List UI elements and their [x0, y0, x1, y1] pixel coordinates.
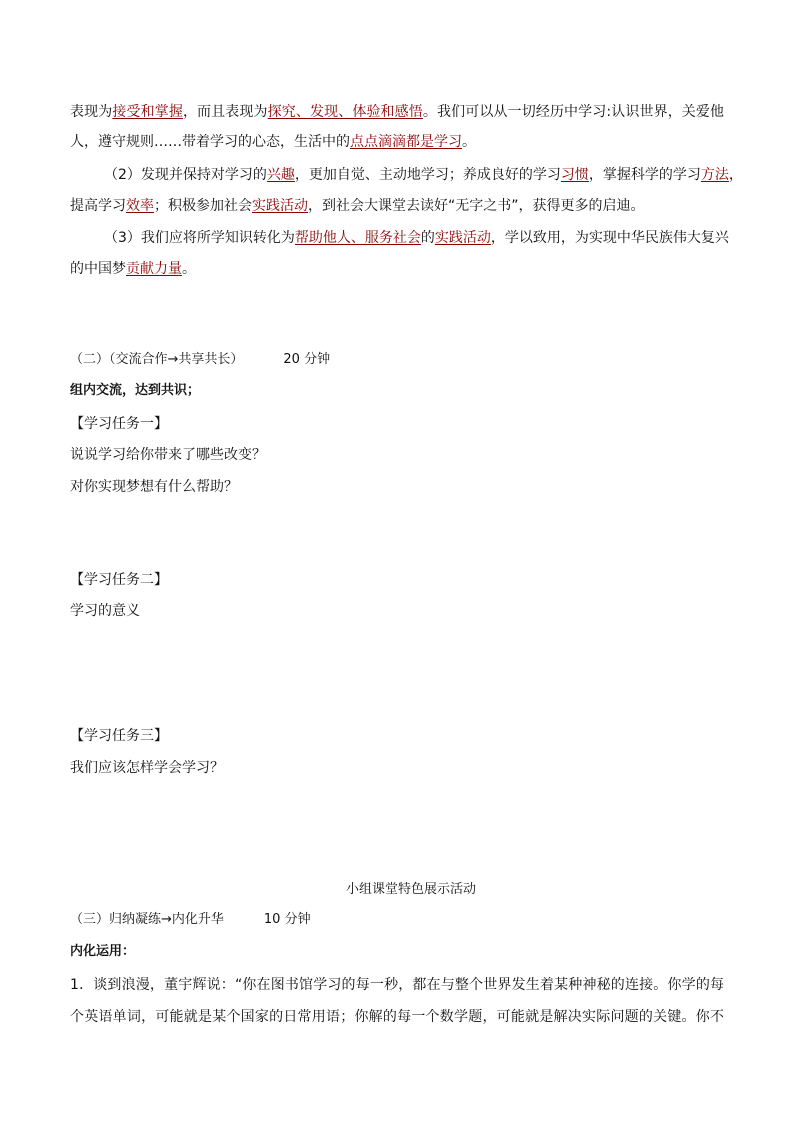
- task1-q1: 说说学习给你带来了哪些改变？: [70, 447, 266, 463]
- highlight-text: 接受和掌握: [112, 104, 183, 120]
- text: 。: [182, 261, 196, 277]
- highlight-text: 兴趣: [266, 167, 295, 183]
- task2-heading: 【学习任务二】: [70, 572, 168, 588]
- text: 的中国梦: [70, 261, 126, 277]
- para2-line2: [70, 196, 724, 216]
- para3-line2: [70, 259, 724, 279]
- highlight-text: 帮助他人、服务社会: [294, 230, 421, 246]
- para3-line1: [104, 228, 729, 248]
- task3-q1: 我们应该怎样学会学习？: [70, 760, 224, 776]
- section-2-heading: [70, 350, 724, 370]
- text: ，更加自觉、主动地学习；养成良好的学习: [294, 167, 561, 183]
- time-text: 10 分钟: [263, 912, 311, 927]
- text: 的: [420, 230, 435, 246]
- heading-text: （三）归纳凝练→内化升华: [70, 912, 224, 927]
- text: （2）发现并保持对学习的: [104, 167, 267, 183]
- text: ，: [728, 167, 743, 183]
- highlight-text: 效率: [126, 198, 154, 214]
- text: ，掌握科学的学习: [588, 167, 701, 183]
- heading-text: （二）（交流合作→共享共长）: [70, 352, 244, 367]
- text: ，学以致用，为实现中华民族伟大复兴: [490, 230, 729, 246]
- text: 。我们可以从一切经历中学习:认识世界，关爱他: [422, 104, 725, 120]
- section-3-heading: [70, 910, 724, 930]
- highlight-text: 方法: [700, 167, 729, 183]
- highlight-text: 探究、发现、体验和感悟: [267, 104, 423, 120]
- time-text: 20 分钟: [283, 352, 331, 367]
- exercise1-line2: 个英语单词，可能就是某个国家的日常用语；你解的每一个数学题，可能就是解决实际问题的关键。你不: [70, 1009, 724, 1025]
- text: 提高学习: [70, 198, 126, 214]
- text: ，到社会大课堂去读好“无字之书”，获得更多的启迪。: [308, 198, 645, 214]
- task1-heading: 【学习任务一】: [70, 416, 168, 432]
- para2-line1: [104, 165, 743, 185]
- text: （3）我们应将所学知识转化为: [104, 230, 295, 246]
- text: ；积极参加社会: [154, 198, 252, 214]
- highlight-text: 贡献力量: [126, 261, 182, 277]
- text: ，而且表现为: [182, 104, 268, 120]
- highlight-text: 习惯: [560, 167, 589, 183]
- text: 。: [462, 134, 476, 150]
- highlight-text: 实践活动: [252, 198, 308, 214]
- section-3-intro: 内化运用：: [70, 944, 136, 959]
- task1-q2: 对你实现梦想有什么帮助？: [70, 479, 238, 495]
- highlight-text: 点点滴滴都是学习: [350, 134, 462, 150]
- activity-title: 小组课堂特色展示活动: [345, 882, 476, 897]
- task2-q1: 学习的意义: [70, 603, 140, 619]
- task3-heading: 【学习任务三】: [70, 728, 168, 744]
- text: 表现为: [70, 104, 113, 120]
- exercise1-line1: 1．谈到浪漫，董宇辉说：“你在图书馆学习的每一秒，都在与整个世界发生着某种神秘的连接。你学的每: [70, 977, 724, 993]
- para1-line2: [70, 132, 724, 152]
- highlight-text: 实践活动: [434, 230, 491, 246]
- text: 人，遵守规则……带着学习的心态，生活中的: [70, 134, 350, 150]
- para1-line1: [70, 102, 724, 122]
- section-2-intro: 组内交流，达到共识；: [70, 383, 201, 398]
